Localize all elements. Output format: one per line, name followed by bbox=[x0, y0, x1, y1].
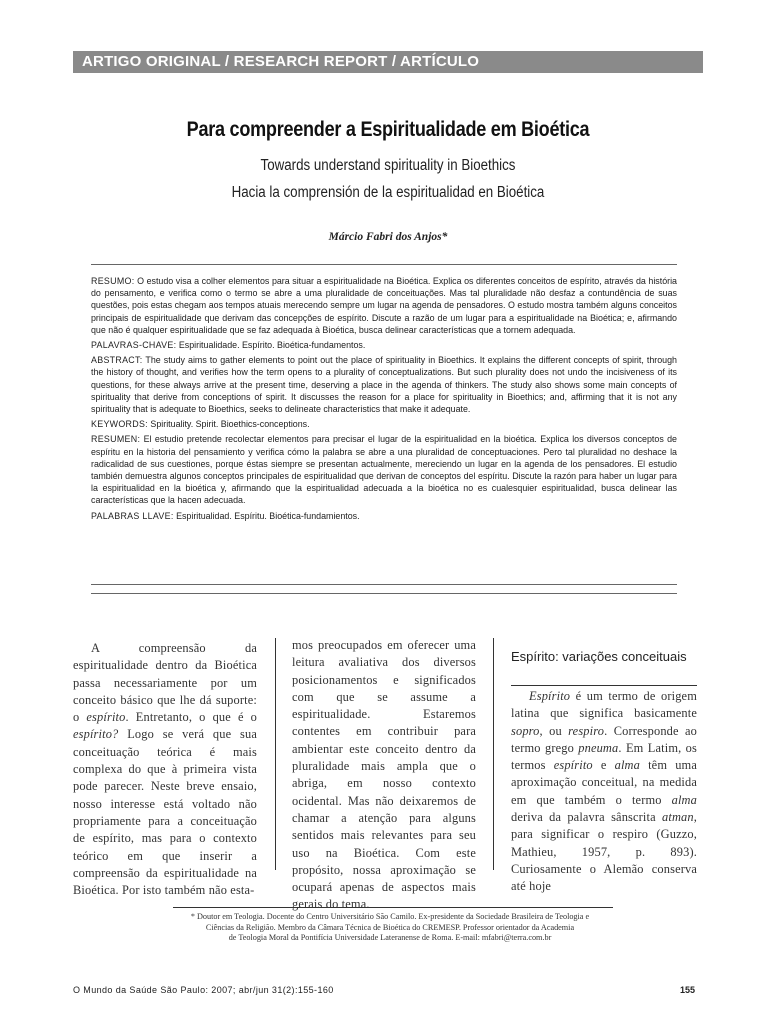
text-run-italic: espírito bbox=[86, 710, 126, 725]
author-footnote bbox=[160, 912, 620, 944]
author-name: Márcio Fabri dos Anjos* bbox=[328, 231, 448, 243]
text-run-italic: pneuma bbox=[578, 740, 619, 755]
abstract-section bbox=[91, 275, 677, 525]
section-banner: ARTIGO ORIGINAL / RESEARCH REPORT / ARTÍCULO bbox=[73, 51, 703, 73]
palabras-text: Espiritualidad. Espíritu. Bioética-fundamientos. bbox=[176, 510, 360, 521]
footnote-line: * Doutor em Teologia. Docente do Centro Universitário São Camilo. Ex-presidente da Sociedade Brasileira de Teologia e bbox=[190, 912, 590, 921]
column-separator bbox=[493, 638, 494, 870]
text-run: têm uma aproximação conceitual, na medida em que também o termo bbox=[511, 758, 697, 807]
resumen-paragraph bbox=[91, 433, 677, 506]
text-run-italic: sopro bbox=[511, 723, 540, 738]
text-run-italic: espírito bbox=[553, 758, 593, 773]
column-separator bbox=[275, 638, 276, 870]
palavras-text: Espiritualidade. Espírito. Bioética-fundamentos. bbox=[178, 340, 366, 351]
keywords-text: Spirituality. Spirit. Bioethics-conceptions. bbox=[150, 419, 310, 430]
text-run: . Entretanto, o que é o bbox=[125, 710, 258, 725]
palabras-label: PALABRAS LLAVE: bbox=[91, 510, 174, 521]
palavras-label: PALAVRAS-CHAVE: bbox=[91, 340, 177, 351]
resumen-text: El estudio pretende recolectar elementos para precisar el lugar de la espiritualidad en la bioética. Explica los diversos conceptos de espíritu en la historia del pensamiento y verifica cómo la palabra se abre a una pluralidad de conceptuaciones. Pero tal pluralidad no deshace la radicalidad de sus cuestiones, porque éstas siempre se presentan actualmente, mereciendo un lugar en la agenda de los pensadores. El estudio también demuestra algunos conceptos principales de espiritualidad que derivan de conceptos del espíritu. Discute la razón para haber un lugar para la espiritualidad en la bioética y, afirmando que la espiritualidad adecuada a la bioética no es cualesquier espiritualidad, busca delinear las características que la hacen adecuada. bbox=[91, 434, 677, 506]
section-heading: Espírito: variações conceituais bbox=[511, 649, 687, 664]
abstract-label: ABSTRACT: bbox=[91, 355, 143, 366]
resumo-text: O estudo visa a colher elementos para situar a espiritualidade na Bioética. Explica os diferentes conceitos de espírito, através da história do pensamento, e verifica como o termo se abre a uma pluralidade de conceituações. Mas tal pluralidade não desfaz a contundência de suas questões, pois estas chegam aos tempos atuais merecendo sempre um lugar na agenda de pensadores. O estudo mostra também alguns conceitos principais de espiritualidade que derivam das concepções de espírito. Discute a razão de um lugar para a espiritualidade na Bioética; e, afirmando que não é qualquer espiritualidade que se faz adequada à Bioética, busca delinear características que a tornem adequada. bbox=[91, 276, 677, 335]
keywords-label: KEYWORDS: bbox=[91, 419, 148, 430]
text-run: e bbox=[592, 758, 615, 773]
resumo-paragraph bbox=[91, 275, 677, 336]
abstract-bottom-rule-2 bbox=[91, 593, 677, 594]
abstract-paragraph bbox=[91, 354, 677, 415]
text-run-italic: respiro bbox=[568, 723, 605, 738]
abstract-bottom-rule bbox=[91, 584, 677, 585]
body-paragraph-2: mos preocupados em oferecer uma leitura avaliativa dos diversos posicionamentos e significados com que se assume a espiritualidade. Estaremos contentes em contribuir para ambientar este conceito dentro da pluralidade mais ampla que o abriga, em nosso contexto ocidental. Mas não deixaremos de chamar a atenção para alguns sentidos mais relevantes para seu uso na Bioética. Com este propósito, nossa aproximação se ocupará apenas de aspectos mais gerais do tema. bbox=[292, 638, 476, 912]
resumo-label: RESUMO: bbox=[91, 276, 135, 286]
palavras-paragraph bbox=[91, 339, 677, 351]
text-run-italic: atman bbox=[662, 810, 694, 825]
text-run: deriva da palavra sânscrita bbox=[511, 810, 663, 825]
text-run: . Em Latim, os termos bbox=[511, 740, 697, 773]
footnote-line: de Teologia Moral da Pontifícia Universidade Lateranense de Roma. E-mail: mfabri@terra.com.br bbox=[228, 933, 552, 942]
abstract-text: The study aims to gather elements to point out the place of spirituality in Bioethics. It explains the different concepts of spirit, through the history of thought, and verifies how the term opens to a plurality of conceptualizations. But such plurality does not undo the incisiveness of its questions, for these always arrive at the present time, deserving a place in the agenda of thinkers. The study also shows some main concepts of spirituality that derive from conceptions of spirit. It discusses the reason for a place for spirituality in Bioethics; and, affirming that it is not any spirituality that is adequate to Bioethics, seeks to delineate characteristics that make it adequate. bbox=[91, 355, 677, 415]
palabras-paragraph bbox=[91, 510, 677, 522]
body-paragraph-3 bbox=[511, 688, 697, 896]
text-run: Logo se verá que sua conceituação teórica é mais complexa do que à primeira vista pode parecer. Neste breve ensaio, nosso interesse está voltado não propriamente para a conceituação de espírito, mas para o contexto teórico em que inserir a compreensão da espiritualidade na Bioética. Por isto também não esta- bbox=[73, 727, 257, 898]
footnote-line: Ciências da Religião. Membro da Câmara Técnica de Bioética do CREMESP. Professor orientador da Academia bbox=[205, 922, 575, 932]
title-english: Towards understand spirituality in Bioethics bbox=[260, 157, 516, 174]
text-run-italic: alma bbox=[671, 792, 697, 807]
text-run: é um termo de origem latina que significa basicamente bbox=[511, 689, 697, 721]
text-run: , ou bbox=[539, 723, 569, 738]
title-spanish: Hacia la comprensión de la espiritualidad en Bioética bbox=[231, 184, 545, 201]
text-run: A compreensão da espiritualidade dentro da Bioética passa necessariamente por um conceito básico que lhe dá suporte: o bbox=[73, 641, 257, 725]
text-run-italic: espírito? bbox=[73, 727, 119, 742]
text-run-italic: alma bbox=[614, 758, 640, 773]
article-title: Para compreender a Espiritualidade em Bioética bbox=[186, 118, 590, 141]
text-run: . Corresponde ao termo grego bbox=[511, 723, 698, 755]
abstract-top-rule bbox=[91, 264, 677, 265]
text-run: , para significar o respiro (Guzzo, Mathieu, 1957, p. 893). Curiosamente o Alemão conserva até hoje bbox=[511, 810, 697, 894]
footnote-rule bbox=[173, 907, 613, 908]
resumen-label: RESUMEN: bbox=[91, 434, 141, 445]
body-column-3 bbox=[511, 688, 697, 896]
body-column-1 bbox=[73, 640, 257, 899]
body-paragraph-1 bbox=[73, 640, 257, 899]
text-run-italic: Espírito bbox=[529, 689, 571, 703]
body-column-2 bbox=[292, 637, 476, 914]
page-number: 155 bbox=[679, 985, 695, 995]
keywords-paragraph bbox=[91, 418, 677, 430]
journal-citation: O Mundo da Saúde São Paulo: 2007; abr/jun 31(2):155-160 bbox=[73, 985, 334, 995]
section-heading-rule bbox=[511, 685, 697, 686]
